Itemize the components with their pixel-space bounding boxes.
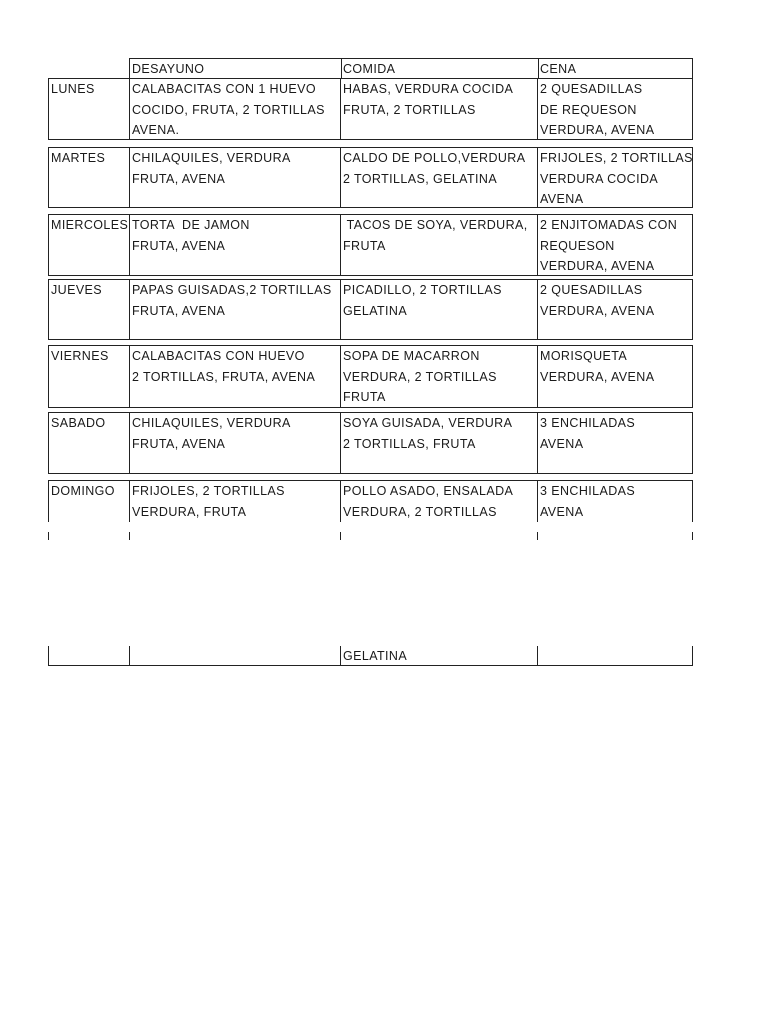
day-label: SABADO	[51, 416, 106, 430]
cell-line: VERDURA, FRUTA	[132, 504, 247, 519]
comida-cell	[343, 79, 513, 120]
row-lunes	[48, 78, 693, 140]
comida-cell: GELATINA	[343, 649, 408, 663]
col-divider	[129, 646, 130, 665]
cell-line: VERDURA COCIDA	[540, 171, 659, 186]
cell-line: VERDURA, 2 TORTILLAS	[343, 369, 497, 384]
col-divider	[537, 646, 538, 665]
desayuno-cell	[132, 148, 291, 189]
col-divider	[340, 79, 341, 139]
col-divider	[129, 215, 130, 275]
cell-line: AVENA	[540, 504, 584, 519]
cell-line: MORISQUETA	[540, 349, 628, 363]
desayuno-cell	[132, 280, 332, 321]
col-divider	[129, 79, 130, 139]
cell-line: DE REQUESON	[540, 102, 637, 117]
comida-cell	[343, 346, 497, 408]
col-divider	[129, 346, 130, 407]
day-label: MIERCOLES	[51, 218, 129, 232]
cell-line: 3 ENCHILADAS	[540, 416, 636, 430]
col-divider	[537, 148, 538, 207]
col-divider	[340, 346, 341, 407]
cell-line: 2 TORTILLAS, FRUTA, AVENA	[132, 369, 316, 384]
col-divider	[537, 79, 538, 139]
cell-line: FRUTA, AVENA	[132, 238, 226, 253]
cell-line: TACOS DE SOYA, VERDURA,	[343, 218, 528, 232]
comida-cell	[343, 215, 528, 256]
cena-cell	[540, 413, 635, 454]
cell-line: FRIJOLES, 2 TORTILLAS	[132, 484, 285, 498]
header-cena: CENA	[540, 62, 577, 76]
cell-line: 2 TORTILLAS, GELATINA	[343, 171, 498, 186]
cell-line: 2 QUESADILLAS	[540, 82, 643, 96]
cena-cell	[540, 79, 654, 141]
cell-line: FRUTA	[343, 390, 386, 404]
cell-line: CALABACITAS CON HUEVO	[132, 349, 305, 363]
cell-line: FRUTA, AVENA	[132, 436, 226, 451]
desayuno-cell	[132, 413, 291, 454]
row-continuation	[48, 646, 693, 666]
cell-line: AVENA	[540, 192, 584, 206]
cell-line: PAPAS GUISADAS,2 TORTILLAS	[132, 283, 332, 297]
col-divider	[537, 215, 538, 275]
col-divider	[537, 413, 538, 473]
cena-cell	[540, 148, 693, 210]
cell-line: FRUTA, 2 TORTILLAS	[343, 102, 476, 117]
cell-line: VERDURA, 2 TORTILLAS	[343, 504, 497, 519]
cell-line: 2 QUESADILLAS	[540, 283, 643, 297]
cell-line: CHILAQUILES, VERDURA	[132, 151, 291, 165]
cell-line: SOYA GUISADA, VERDURA	[343, 416, 513, 430]
cell-line: FRIJOLES, 2 TORTILLAS	[540, 151, 693, 165]
row-viernes	[48, 345, 693, 408]
row-martes	[48, 147, 693, 208]
cell-line: COCIDO, FRUTA, 2 TORTILLAS	[132, 102, 325, 117]
cell-line: CALABACITAS CON 1 HUEVO	[132, 82, 317, 96]
cell-line: FRUTA	[343, 238, 386, 253]
cell-line: VERDURA, AVENA	[540, 259, 655, 273]
cell-line: CHILAQUILES, VERDURA	[132, 416, 291, 430]
day-label: MARTES	[51, 151, 106, 165]
row-sabado	[48, 412, 693, 474]
comida-cell	[343, 148, 525, 189]
col-divider	[129, 413, 130, 473]
cell-line: VERDURA, AVENA	[540, 369, 655, 384]
day-label: DOMINGO	[51, 484, 115, 498]
day-label: VIERNES	[51, 349, 109, 363]
cena-cell	[540, 280, 654, 321]
cell-line: SOPA DE MACARRON	[343, 349, 480, 363]
header-row	[129, 58, 693, 79]
col-divider	[340, 646, 341, 665]
cell-line: CALDO DE POLLO,VERDURA	[343, 151, 526, 165]
col-divider	[341, 59, 342, 78]
row-jueves	[48, 279, 693, 340]
cena-cell	[540, 481, 635, 522]
day-label: JUEVES	[51, 283, 103, 297]
cell-line: VERDURA, AVENA	[540, 303, 655, 318]
header-desayuno: DESAYUNO	[132, 62, 205, 76]
cell-line: AVENA.	[132, 123, 180, 137]
cell-line: 2 TORTILLAS, FRUTA	[343, 436, 476, 451]
col-divider	[340, 148, 341, 207]
cell-line: AVENA	[540, 436, 584, 451]
col-divider	[340, 215, 341, 275]
cell-line: REQUESON	[540, 238, 615, 253]
desayuno-cell	[132, 79, 325, 141]
cell-line: FRUTA, AVENA	[132, 171, 226, 186]
header-comida: COMIDA	[343, 62, 396, 76]
desayuno-cell	[132, 215, 250, 256]
day-label: LUNES	[51, 82, 95, 96]
comida-cell	[343, 413, 512, 454]
desayuno-cell	[132, 346, 315, 387]
cell-line: PICADILLO, 2 TORTILLAS	[343, 283, 502, 297]
col-divider	[538, 59, 539, 78]
cell-line: VERDURA, AVENA	[540, 123, 655, 137]
col-divider	[129, 280, 130, 339]
desayuno-cell	[132, 481, 285, 522]
comida-cell	[343, 280, 502, 321]
page-break-gap	[48, 522, 693, 532]
cell-line: TORTA DE JAMON	[132, 218, 250, 232]
comida-cell	[343, 481, 513, 522]
cell-line: FRUTA, AVENA	[132, 303, 226, 318]
col-divider	[340, 280, 341, 339]
cell-line: POLLO ASADO, ENSALADA	[343, 484, 514, 498]
col-divider	[537, 280, 538, 339]
cena-cell	[540, 215, 677, 277]
cena-cell	[540, 346, 654, 387]
row-miercoles	[48, 214, 693, 276]
cell-line: HABAS, VERDURA COCIDA	[343, 82, 514, 96]
col-divider	[537, 346, 538, 407]
cell-line: 2 ENJITOMADAS CON	[540, 218, 678, 232]
cell-line: 3 ENCHILADAS	[540, 484, 636, 498]
cell-line: GELATINA	[343, 303, 408, 318]
col-divider	[340, 413, 341, 473]
col-divider	[129, 148, 130, 207]
